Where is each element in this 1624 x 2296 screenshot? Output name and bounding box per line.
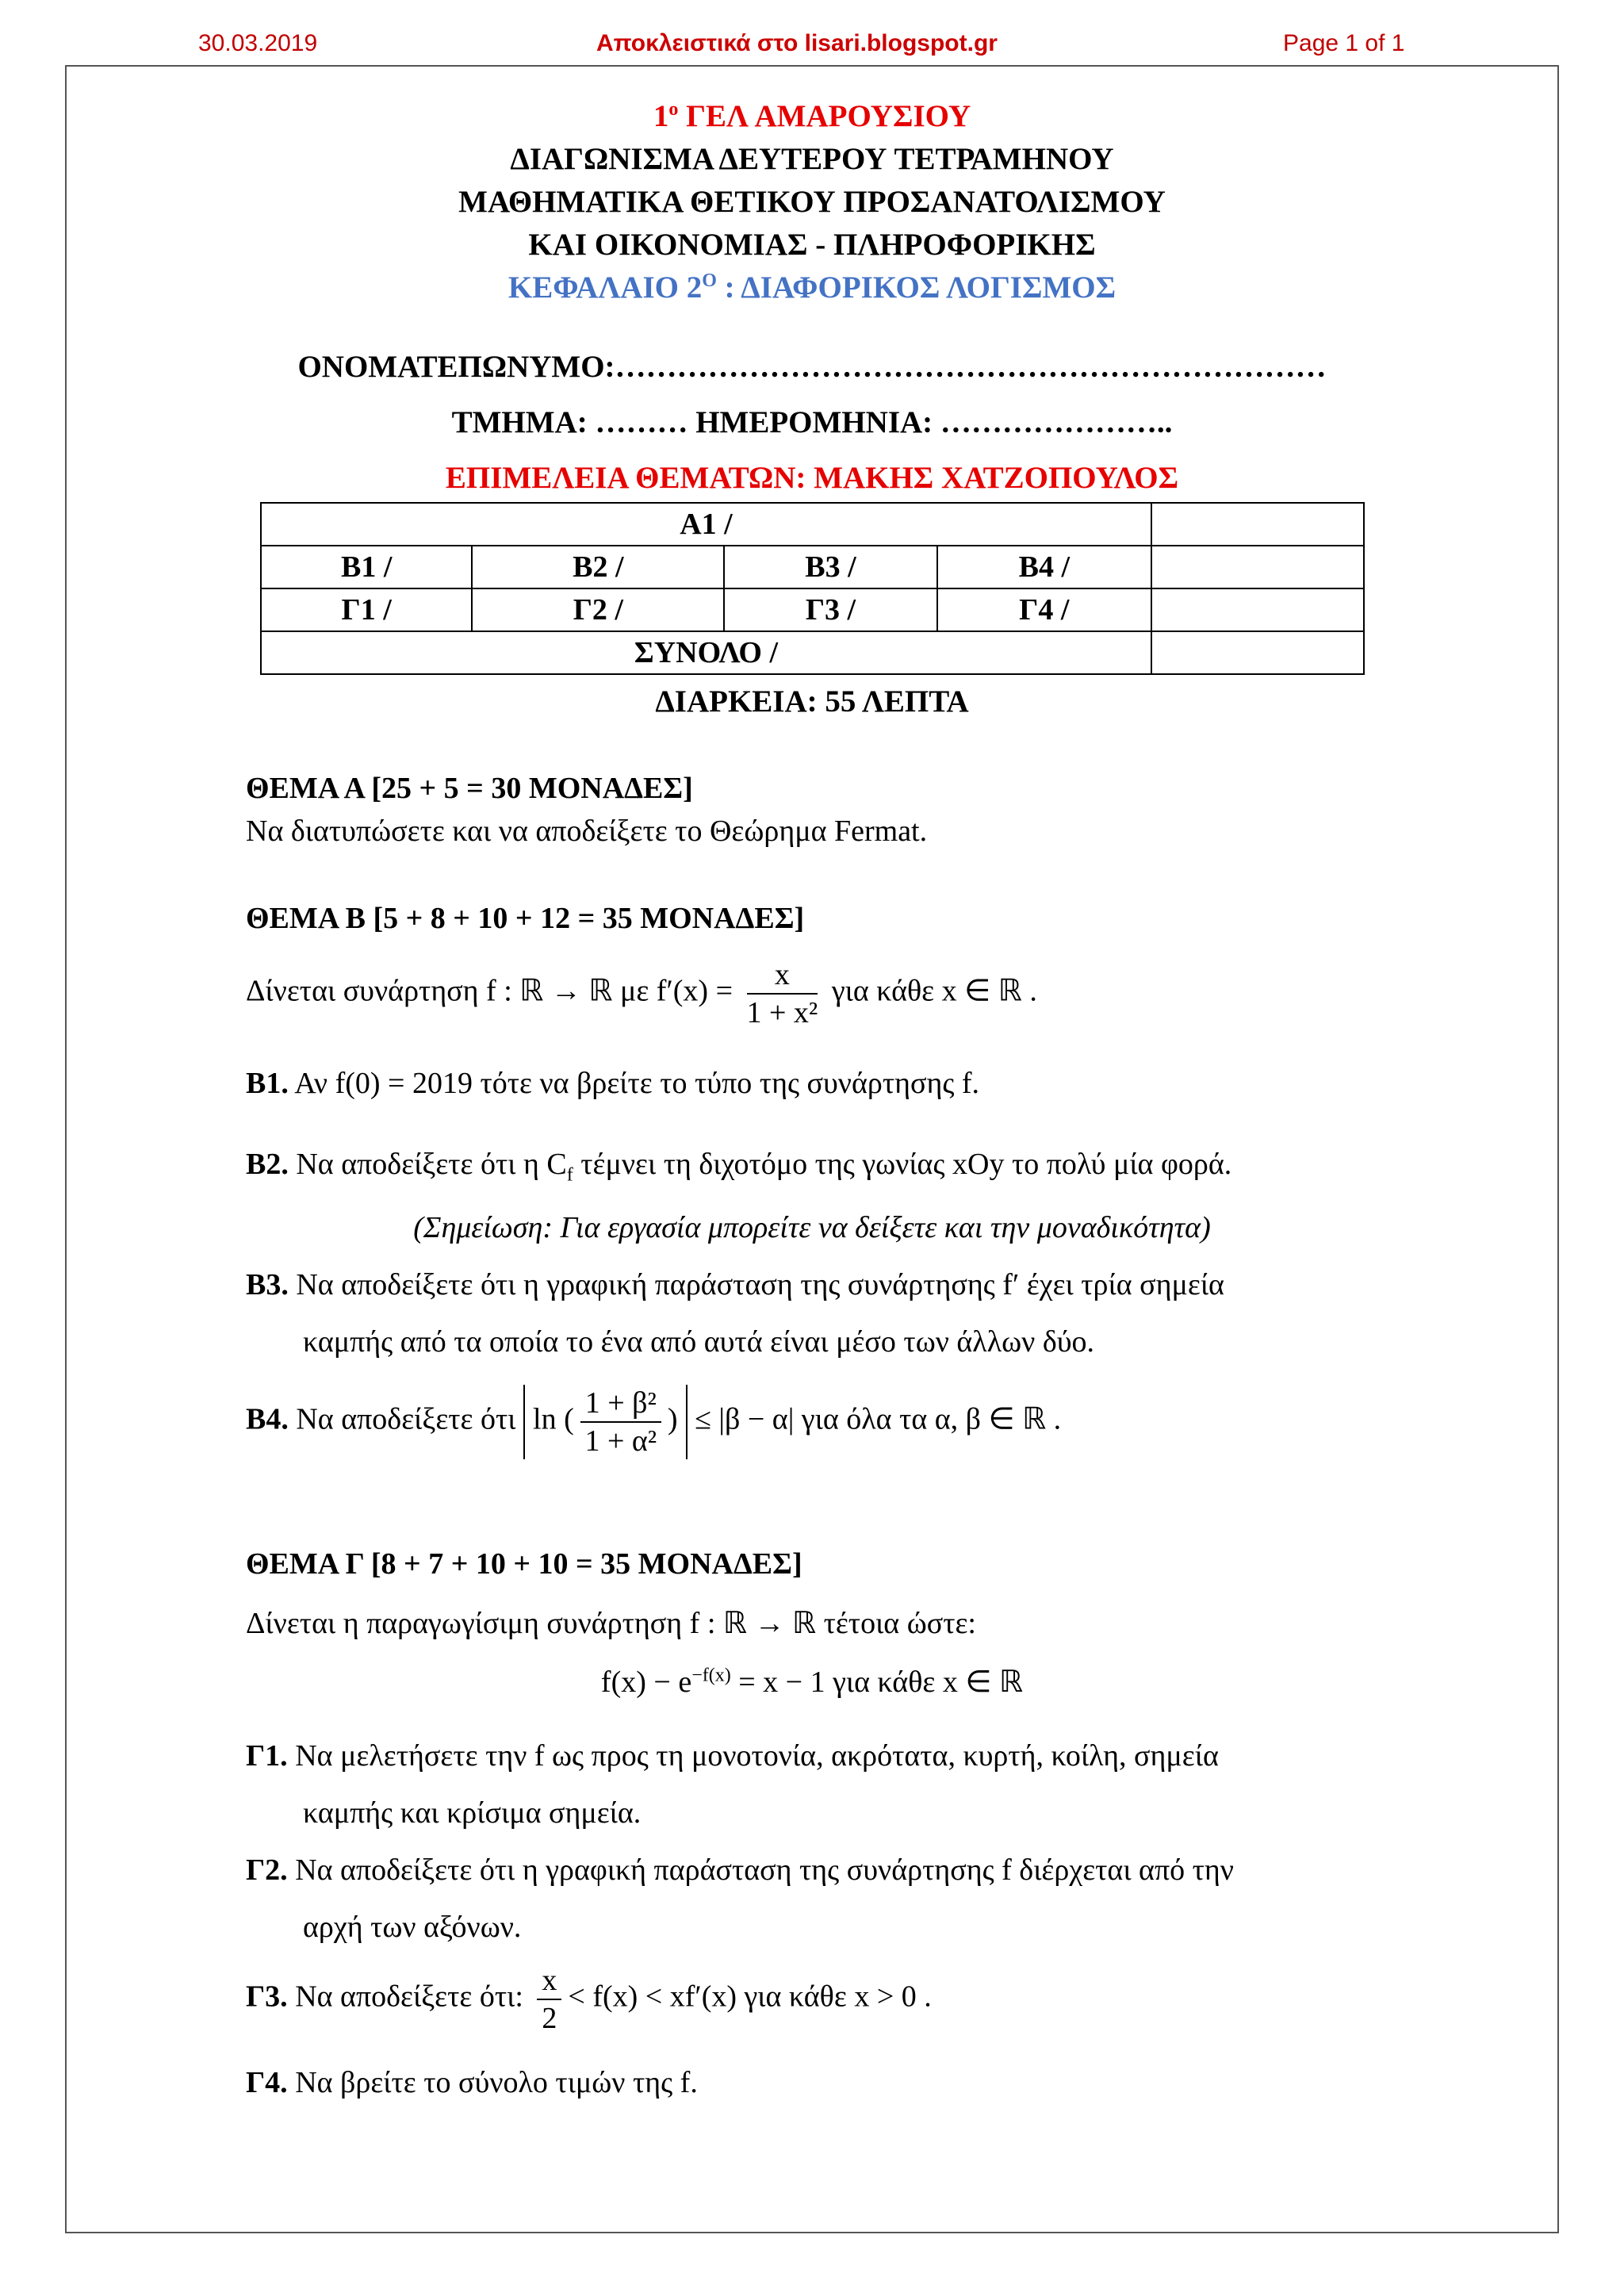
- grade-cell-b4: Β4 /: [937, 546, 1151, 588]
- question-b3-cont: καμπής από τα οποία το ένα από αυτά είναι μέσο των άλλων δύο.: [303, 1325, 1095, 1359]
- header-page-number: Page 1 of 1: [1283, 30, 1405, 56]
- note: (Σημείωση: Για εργασία μπορείτε να δείξετε και την μοναδικότητα): [413, 1211, 1211, 1244]
- grade-cell-b1: Β1 /: [261, 546, 472, 588]
- derivative-fraction: $\frac{x}{\text{1 + x²}}$: [746, 958, 818, 1029]
- question-g2: Γ2. Να αποδείξετε ότι η γραφική παράσταση της συνάρτησης f διέρχεται από την: [246, 1853, 1234, 1887]
- exam-title: ΔΙΑΓΩΝΙΣΜΑ ΔΕΥΤΕΡΟΥ ΤΕΤΡΑΜΗΝΟΥ: [510, 142, 1114, 176]
- question-g1-cont: καμπής και κρίσιμα σημεία.: [303, 1796, 642, 1830]
- theme-a-text: Να διατυπώσετε και να αποδείξετε το Θεώρημα Fermat.: [246, 815, 928, 848]
- chapter-title: ΚΕΦΑΛΑΙΟ $2^O$ : ΔΙΑΦΟΡΙΚΟΣ ΛΟΓΙΣΜΟΣ: [508, 270, 1116, 305]
- question-b1: Β1. Αν f(0) = 2019 τότε να βρείτε το τύπο της συνάρτησης f.: [246, 1067, 980, 1100]
- page-header: [0, 30, 1624, 62]
- grade-cell-b2: Β2 /: [472, 546, 724, 588]
- school-title: $1^o$ ΓΕΛ ΑΜΑΡΟΥΣΙΟΥ: [653, 99, 971, 133]
- grade-cell-a1: Α1 /: [261, 503, 1151, 546]
- grade-cell-total: ΣΥΝΟΛΟ /: [261, 631, 1151, 674]
- grades-row-g: [261, 588, 1364, 631]
- abs-log-expression: ln ( $\frac{\text{1 + β²}}{\text{1 + α²}}$ ): [523, 1385, 688, 1459]
- theme-b-heading: ΘΕΜΑ Β [5 + 8 + 10 + 12 = 35 ΜΟΝΑΔΕΣ]: [246, 902, 805, 935]
- grade-cell-g3: Γ3 /: [724, 588, 936, 631]
- grade-score-cell: [1151, 546, 1364, 588]
- grades-row-a: [261, 503, 1364, 546]
- grade-score-cell: [1151, 631, 1364, 674]
- grade-score-cell: [1151, 588, 1364, 631]
- question-b2: Β2. Να αποδείξετε ότι η $C_f$ τέμνει τη διχοτόμο της γωνίας xOy το πολύ μία φορά.: [246, 1148, 1232, 1186]
- subject-title: ΜΑΘΗΜΑΤΙΚΑ ΘΕΤΙΚΟΥ ΠΡΟΣΑΝΑΤΟΛΙΣΜΟΥ: [458, 185, 1166, 219]
- theme-b-given: Δίνεται συνάρτηση f : ℝ → ℝ με f′(x) = $\frac{x}{\text{1 + x²}}$ για κάθε x ∈ ℝ .: [246, 958, 1037, 1029]
- grade-score-cell: [1151, 503, 1364, 546]
- question-g1: Γ1. Να μελετήσετε την f ως προς τη μονοτονία, ακρότατα, κυρτή, κοίλη, σημεία: [246, 1739, 1219, 1773]
- grade-cell-b3: Β3 /: [724, 546, 936, 588]
- grades-row-b: [261, 546, 1364, 588]
- question-g2-cont: αρχή των αξόνων.: [303, 1911, 522, 1944]
- grades-row-total: [261, 631, 1364, 674]
- editor-line: ΕΠΙΜΕΛΕΙΑ ΘΕΜΑΤΩΝ: ΜΑΚΗΣ ΧΑΤΖΟΠΟΥΛΟΣ: [445, 461, 1179, 495]
- header-site: Αποκλειστικά στο lisari.blogspot.gr: [596, 30, 998, 56]
- half-x-fraction: $\frac{x}{2}$: [537, 1962, 561, 2037]
- name-field: ΟΝΟΜΑΤΕΠΩΝΥΜΟ:……………………………………………………………: [297, 350, 1327, 384]
- subject-title-2: ΚΑΙ ΟΙΚΟΝΟΜΙΑΣ - ΠΛΗΡΟΦΟΡΙΚΗΣ: [528, 228, 1096, 262]
- grade-cell-g2: Γ2 /: [472, 588, 724, 631]
- grade-cell-g4: Γ4 /: [937, 588, 1151, 631]
- grade-cell-g1: Γ1 /: [261, 588, 472, 631]
- theme-g-equation: $f(x) - e^{-f(x)} = x - 1$ για κάθε x ∈ ℝ: [600, 1665, 1024, 1699]
- class-date-field: ΤΜΗΜΑ: ……… ΗΜΕΡΟΜΗΝΙΑ: …………………..: [451, 405, 1173, 439]
- question-b3: Β3. Να αποδείξετε ότι η γραφική παράσταση της συνάρτησης f′ έχει τρία σημεία: [246, 1268, 1224, 1301]
- question-g3: Γ3. Να αποδείξετε ότι: $\frac{x}{2}$ < f(x) < xf′(x) για κάθε x > 0 .: [246, 1964, 932, 2035]
- theme-a-heading: ΘΕΜΑ Α [25 + 5 = 30 ΜΟΝΑΔΕΣ]: [246, 772, 693, 805]
- theme-g-heading: ΘΕΜΑ Γ [8 + 7 + 10 + 10 = 35 ΜΟΝΑΔΕΣ]: [246, 1547, 802, 1581]
- header-date: 30.03.2019: [198, 30, 318, 56]
- question-g4: Γ4. Να βρείτε το σύνολο τιμών της f.: [246, 2066, 698, 2099]
- duration: ΔΙΑΡΚΕΙΑ: 55 ΛΕΠΤΑ: [655, 684, 969, 719]
- question-b4: Β4. Να αποδείξετε ότι ln ( $\frac{\text{1 + β²}}{\text{1 + α²}}$ ) ≤ |β − α| για όλα τα α, β ∈ ℝ .: [246, 1386, 1062, 1458]
- grades-table: [260, 502, 1365, 675]
- theme-g-given: Δίνεται η παραγωγίσιμη συνάρτηση f : ℝ → ℝ τέτοια ώστε:: [246, 1607, 976, 1640]
